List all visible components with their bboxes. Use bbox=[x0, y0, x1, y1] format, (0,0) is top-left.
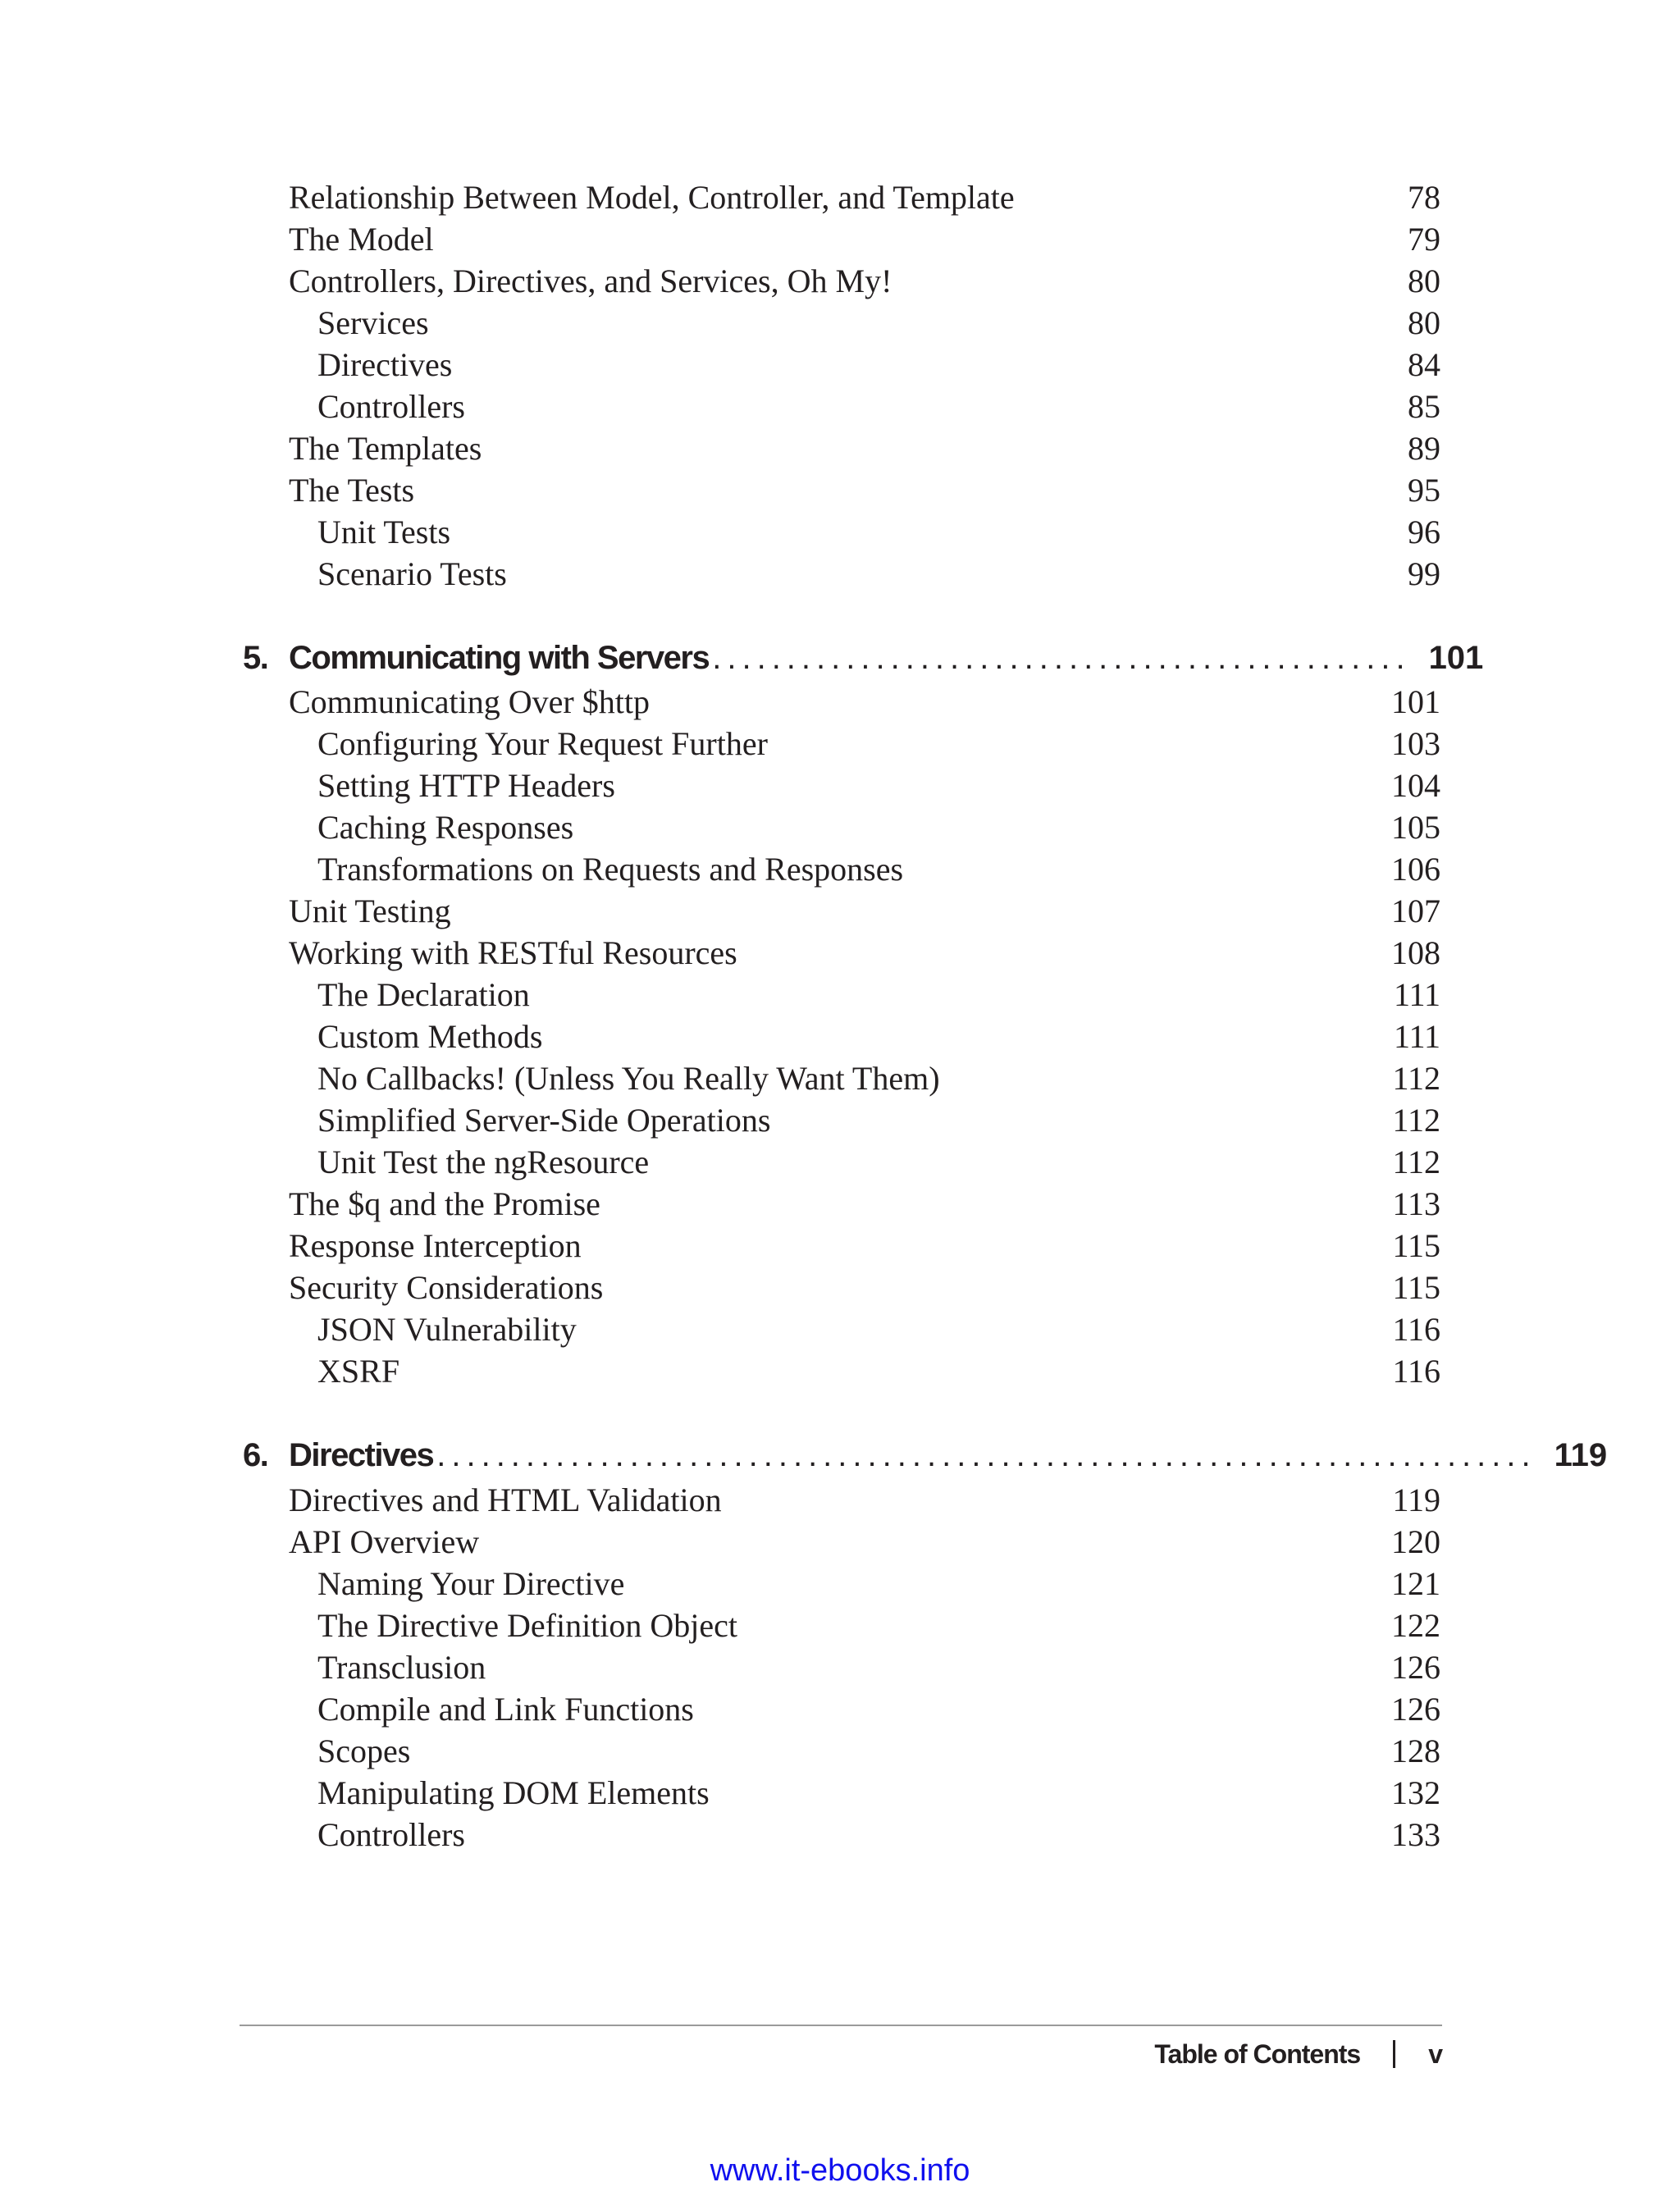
toc-entry[interactable] bbox=[289, 1183, 1440, 1226]
chapter-number: 5. bbox=[243, 640, 268, 676]
toc-entry[interactable] bbox=[289, 890, 1440, 933]
footer-divider bbox=[240, 2025, 1442, 2026]
chapter-heading[interactable] bbox=[243, 1431, 1608, 1480]
toc-entry[interactable] bbox=[289, 427, 1440, 470]
toc-subentry[interactable] bbox=[317, 723, 1440, 765]
toc-entry-page: 126 bbox=[1391, 1649, 1440, 1686]
toc-entry[interactable] bbox=[289, 1225, 1440, 1267]
running-footer bbox=[1154, 2034, 1442, 2074]
toc-entry-page: 99 bbox=[1408, 555, 1440, 592]
toc-entry-title: Transformations on Requests and Responses bbox=[317, 851, 904, 888]
toc-entry-page: 106 bbox=[1391, 851, 1440, 888]
chapter-number: 6. bbox=[243, 1437, 268, 1473]
footer-separator bbox=[1393, 2040, 1395, 2068]
toc-entry-page: 116 bbox=[1392, 1311, 1440, 1348]
toc-subentry[interactable] bbox=[317, 1605, 1440, 1647]
toc-entry-page: 80 bbox=[1408, 262, 1440, 299]
toc-entry-title: XSRF bbox=[317, 1353, 400, 1390]
toc-subentry[interactable] bbox=[317, 1141, 1440, 1184]
toc-entry-title: Communicating Over $http bbox=[289, 683, 650, 720]
toc-entry-page: 116 bbox=[1392, 1353, 1440, 1390]
toc-entry-title: API Overview bbox=[289, 1523, 480, 1560]
chapter-title: Directives bbox=[289, 1437, 434, 1473]
toc-entry-page: 105 bbox=[1391, 809, 1440, 846]
footer-page-numeral: v bbox=[1428, 2039, 1442, 2069]
toc-entry-page: 119 bbox=[1392, 1481, 1440, 1518]
toc-entry-page: 84 bbox=[1408, 346, 1440, 383]
toc-entry-title: The $q and the Promise bbox=[289, 1185, 600, 1222]
chapter-heading[interactable] bbox=[243, 633, 1484, 682]
toc-entry-title: Security Considerations bbox=[289, 1269, 604, 1306]
toc-entry-page: 104 bbox=[1391, 767, 1440, 804]
toc-entry-title: Manipulating DOM Elements bbox=[317, 1774, 710, 1811]
toc-subentry[interactable] bbox=[317, 1814, 1440, 1856]
toc-entry-page: 132 bbox=[1391, 1774, 1440, 1811]
toc-entry-page: 111 bbox=[1393, 1018, 1440, 1055]
toc-entry-page: 121 bbox=[1391, 1565, 1440, 1602]
toc-subentry[interactable] bbox=[317, 1057, 1440, 1100]
toc-subentry[interactable] bbox=[317, 1730, 1440, 1773]
toc-entry-title: The Tests bbox=[289, 472, 415, 509]
toc-entry-page: 80 bbox=[1408, 304, 1440, 341]
toc-entry-title: Directives bbox=[317, 346, 453, 383]
toc-subentry[interactable] bbox=[317, 553, 1440, 596]
toc-entry-page: 85 bbox=[1408, 388, 1440, 425]
toc-entry-page: 89 bbox=[1408, 430, 1440, 467]
toc-entry[interactable] bbox=[289, 1479, 1440, 1522]
toc-entry-title: Controllers bbox=[317, 388, 465, 425]
toc-entry-title: Compile and Link Functions bbox=[317, 1691, 694, 1728]
toc-entry-page: 112 bbox=[1392, 1102, 1440, 1139]
footer-label: Table of Contents bbox=[1154, 2039, 1361, 2069]
toc-entry-title: Controllers, Directives, and Services, Oh My! bbox=[289, 262, 892, 299]
toc-entry-title: Relationship Between Model, Controller, and Template bbox=[289, 179, 1015, 216]
toc-entry[interactable] bbox=[289, 218, 1440, 261]
toc-entry-title: Scopes bbox=[317, 1732, 411, 1769]
toc-subentry[interactable] bbox=[317, 1772, 1440, 1815]
toc-subentry[interactable] bbox=[317, 1563, 1440, 1605]
toc-entry-page: 120 bbox=[1391, 1523, 1440, 1560]
toc-entry-page: 112 bbox=[1392, 1060, 1440, 1097]
toc-subentry[interactable] bbox=[317, 386, 1440, 428]
toc-entry[interactable] bbox=[289, 176, 1440, 219]
toc-subentry[interactable] bbox=[317, 765, 1440, 807]
toc-entry-page: 78 bbox=[1408, 179, 1440, 216]
toc-entry[interactable] bbox=[289, 260, 1440, 303]
toc-entry-title: Setting HTTP Headers bbox=[317, 767, 615, 804]
toc-subentry[interactable] bbox=[317, 511, 1440, 554]
toc-entry-page: 122 bbox=[1391, 1607, 1440, 1644]
toc-entry-title: Naming Your Directive bbox=[317, 1565, 625, 1602]
toc-subentry[interactable] bbox=[317, 1350, 1440, 1393]
chapter-page: 119 bbox=[1554, 1437, 1608, 1473]
toc-entry-title: The Declaration bbox=[317, 976, 530, 1013]
toc-subentry[interactable] bbox=[317, 848, 1440, 891]
toc-subentry[interactable] bbox=[317, 974, 1440, 1016]
toc-entry[interactable] bbox=[289, 1267, 1440, 1309]
toc-subentry[interactable] bbox=[317, 806, 1440, 849]
toc-entry-title: Custom Methods bbox=[317, 1018, 543, 1055]
toc-subentry[interactable] bbox=[317, 344, 1440, 386]
toc-entry-page: 128 bbox=[1391, 1732, 1440, 1769]
toc-entry-page: 79 bbox=[1408, 221, 1440, 258]
toc-entry[interactable] bbox=[289, 932, 1440, 975]
toc-entry-title: Working with RESTful Resources bbox=[289, 934, 737, 971]
toc-entry-title: Services bbox=[317, 304, 429, 341]
chapter-page: 101 bbox=[1428, 640, 1484, 676]
toc-entry-title: The Model bbox=[289, 221, 434, 258]
toc-entry-page: 115 bbox=[1392, 1227, 1440, 1264]
dot-leader: .......................................................................... bbox=[436, 1437, 1536, 1473]
toc-entry-title: Response Interception bbox=[289, 1227, 582, 1264]
toc-entry[interactable] bbox=[289, 1521, 1440, 1564]
toc-subentry[interactable] bbox=[317, 1646, 1440, 1689]
toc-entry-page: 101 bbox=[1391, 683, 1440, 720]
toc-entry-title: The Directive Definition Object bbox=[317, 1607, 738, 1644]
toc-entry-page: 111 bbox=[1393, 976, 1440, 1013]
toc-entry-title: JSON Vulnerability bbox=[317, 1311, 577, 1348]
toc-entry-page: 126 bbox=[1391, 1691, 1440, 1728]
toc-entry-title: No Callbacks! (Unless You Really Want Them) bbox=[317, 1060, 940, 1097]
toc-entry[interactable] bbox=[289, 469, 1440, 512]
toc-entry-page: 113 bbox=[1392, 1185, 1440, 1222]
toc-entry-title: Transclusion bbox=[317, 1649, 486, 1686]
toc-entry-page: 108 bbox=[1391, 934, 1440, 971]
toc-entry-page: 133 bbox=[1391, 1816, 1440, 1853]
watermark-link[interactable]: www.it-ebooks.info bbox=[710, 2153, 970, 2188]
toc-entry-title: Unit Tests bbox=[317, 514, 451, 550]
toc-entry-title: Controllers bbox=[317, 1816, 465, 1853]
dot-leader: ............................................... bbox=[712, 640, 1411, 676]
toc-subentry[interactable] bbox=[317, 1688, 1440, 1731]
toc-entry-page: 107 bbox=[1391, 892, 1440, 929]
chapter-title: Communicating with Servers bbox=[289, 640, 710, 676]
toc-entry-title: Unit Testing bbox=[289, 892, 451, 929]
toc-entry-title: The Templates bbox=[289, 430, 482, 467]
toc-subentry[interactable] bbox=[317, 1016, 1440, 1058]
toc-entry-title: Simplified Server-Side Operations bbox=[317, 1102, 771, 1139]
toc-entry-title: Directives and HTML Validation bbox=[289, 1481, 722, 1518]
toc-subentry[interactable] bbox=[317, 1099, 1440, 1142]
toc-entry-title: Caching Responses bbox=[317, 809, 574, 846]
toc-entry-page: 103 bbox=[1391, 725, 1440, 762]
toc-entry[interactable] bbox=[289, 681, 1440, 724]
toc-entry-title: Unit Test the ngResource bbox=[317, 1144, 650, 1180]
toc-subentry[interactable] bbox=[317, 302, 1440, 345]
toc-entry-page: 95 bbox=[1408, 472, 1440, 509]
toc-subentry[interactable] bbox=[317, 1308, 1440, 1351]
toc-entry-title: Scenario Tests bbox=[317, 555, 507, 592]
toc-entry-title: Configuring Your Request Further bbox=[317, 725, 768, 762]
toc-entry-page: 96 bbox=[1408, 514, 1440, 550]
toc-entry-page: 112 bbox=[1392, 1144, 1440, 1180]
toc-entry-page: 115 bbox=[1392, 1269, 1440, 1306]
